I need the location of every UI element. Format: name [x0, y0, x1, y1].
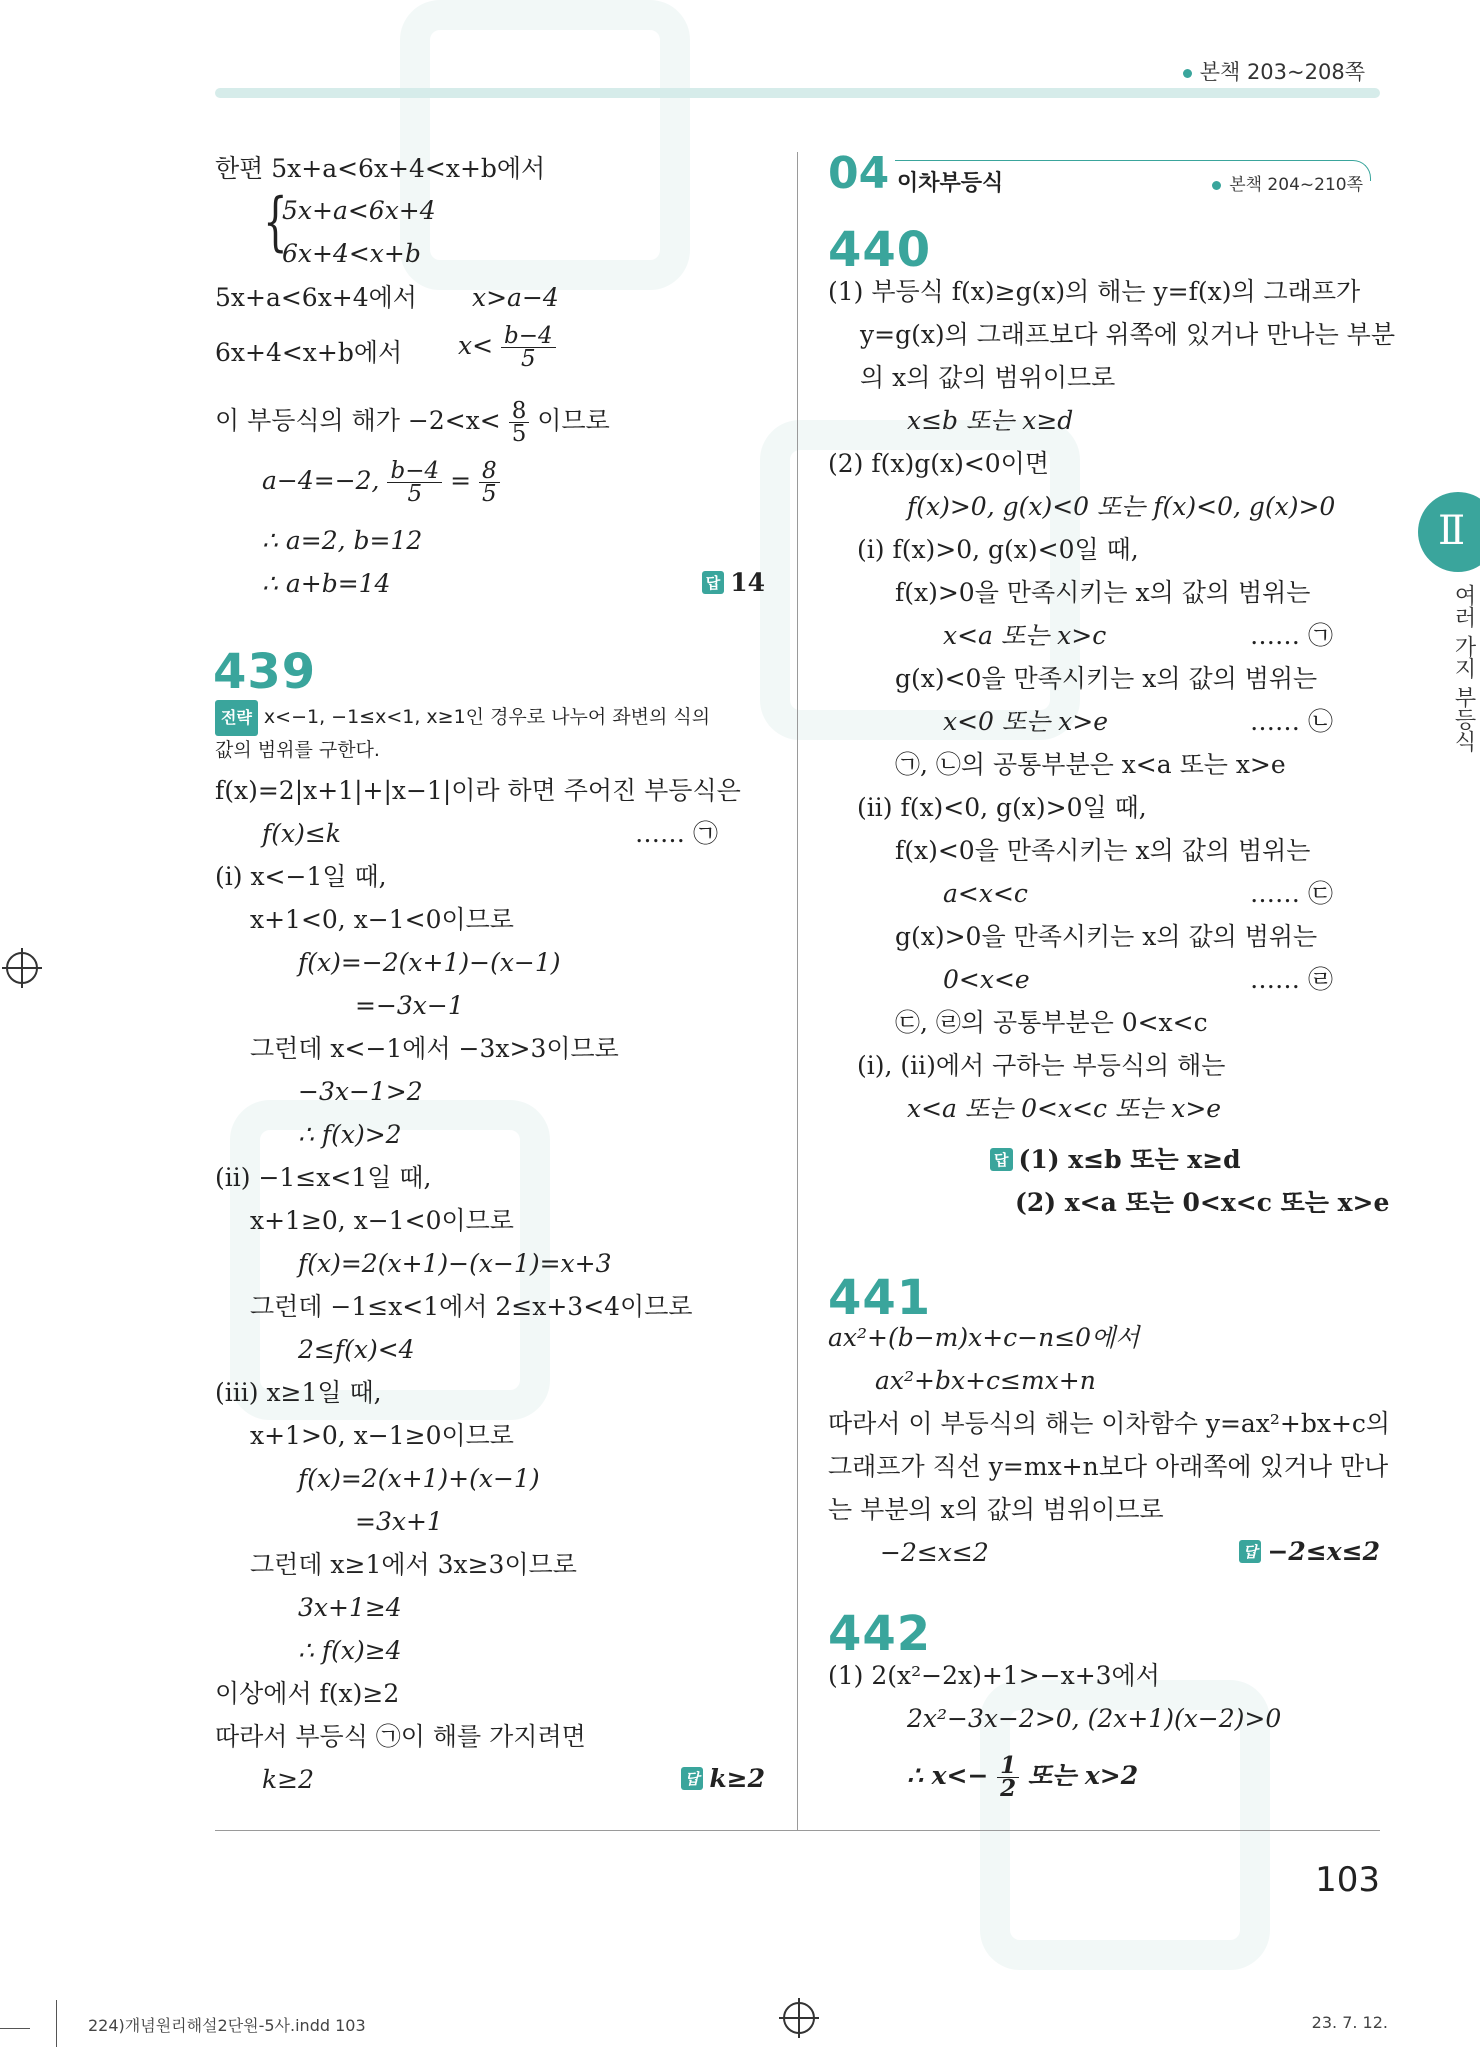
math-line: x<a 또는 0<x<c 또는 x>e: [907, 1094, 1222, 1123]
problem-number-440: 440: [828, 222, 932, 278]
problem-number-442: 442: [828, 1606, 932, 1662]
watermark-shape: [400, 0, 690, 290]
answer-439: 답 k≥2: [681, 1764, 765, 1793]
problem-number-441: 441: [828, 1270, 932, 1326]
text-line: 한편 5x+a<6x+4<x+b에서: [215, 154, 546, 183]
text-line: f(x)>0을 만족시키는 x의 값의 범위는: [895, 578, 1311, 607]
text-line: g(x)<0을 만족시키는 x의 값의 범위는: [895, 664, 1318, 693]
page-number: 103: [1315, 1860, 1380, 1900]
text-line: 는 부분의 x의 값의 범위이므로: [828, 1495, 1164, 1524]
chapter-tab-title: 여러 가지 부등식: [1451, 584, 1476, 752]
text-line: f(x)<0을 만족시키는 x의 값의 범위는: [895, 836, 1311, 865]
footer-date: 23. 7. 12.: [1311, 2013, 1388, 2032]
math-line: =3x+1: [355, 1507, 443, 1536]
math-line: 0<x<e: [943, 965, 1030, 994]
text-line: x+1>0, x−1≥0이므로: [250, 1421, 514, 1450]
text-line: (i) f(x)>0, g(x)<0일 때,: [857, 535, 1139, 564]
answer-441: 답 −2≤x≤2: [1239, 1537, 1380, 1566]
fraction: $\frac{b-4}{5}$: [501, 325, 556, 370]
math-line: ax²+bx+c≤mx+n: [875, 1366, 1096, 1395]
math-line: x< $\frac{b-4}{5}$: [458, 325, 556, 370]
math-line: ∴ a+b=14: [262, 569, 391, 598]
bottom-rule: [215, 1830, 1380, 1831]
text-line: 6x+4<x+b에서: [215, 338, 403, 367]
math-line: ∴ f(x)>2: [298, 1120, 402, 1149]
fraction: $\frac{1}{2}$: [997, 1755, 1019, 1800]
math-line: ax²+(b−m)x+c−n≤0에서: [828, 1323, 1140, 1352]
text-line: 그런데 x≥1에서 3x≥3이므로: [250, 1550, 577, 1579]
section-title: 이차부등식: [897, 171, 1004, 196]
math-line: x<0 또는 x>e: [943, 707, 1108, 736]
section-page-ref: 본책 204~210쪽: [1212, 170, 1363, 195]
strategy-badge: 전략: [215, 700, 258, 736]
math-line: 2x²−3x−2>0, (2x+1)(x−2)>0: [907, 1704, 1282, 1733]
text-line: 따라서 이 부등식의 해는 이차함수 y=ax²+bx+c의: [828, 1409, 1391, 1438]
fraction: $\frac{8}{5}$: [479, 460, 500, 505]
strategy-line: 전략 x<−1, −1≤x<1, x≥1인 경우로 나누어 좌변의 식의: [215, 700, 710, 736]
text-line: y=g(x)의 그래프보다 위쪽에 있거나 만나는 부분: [860, 320, 1395, 349]
text-line: ㉢, ㉣의 공통부분은 0<x<c: [895, 1008, 1208, 1037]
header-bar: [215, 88, 1380, 98]
text-line: g(x)>0을 만족시키는 x의 값의 범위는: [895, 922, 1318, 951]
header-page-ref: 본책 203~208쪽: [1183, 56, 1365, 86]
math-line: f(x)=2(x+1)+(x−1): [298, 1464, 540, 1493]
math-line: a<x<c: [943, 879, 1028, 908]
footer-filename: 224)개념원리해설2단원-5사.indd 103: [88, 2016, 366, 2035]
math-line: =−3x−1: [355, 991, 464, 1020]
problem-number-439: 439: [213, 644, 317, 700]
bullet-icon: [1183, 69, 1192, 78]
registration-mark-icon: [6, 952, 38, 984]
math-line: x≤b 또는 x≥d: [907, 406, 1074, 435]
text-line: 의 x의 값의 범위이므로: [860, 363, 1116, 392]
crop-mark: [0, 2028, 30, 2029]
marker: …… ㉠: [635, 819, 718, 848]
text-line: 따라서 부등식 ㉠이 해를 가지려면: [215, 1722, 586, 1751]
text-line: f(x)=2|x+1|+|x−1|이라 하면 주어진 부등식은: [215, 776, 741, 805]
math-line: ∴ f(x)≥4: [298, 1636, 402, 1665]
fraction: $\frac{b-4}{5}$: [387, 460, 442, 505]
text-line: 그런데 x<−1에서 −3x>3이므로: [250, 1034, 619, 1063]
bullet-icon: [1212, 181, 1221, 190]
math-line: x<a 또는 x>c: [943, 621, 1107, 650]
math-line: ∴ a=2, b=12: [262, 526, 423, 555]
marker: …… ㉠: [1250, 621, 1333, 650]
text-line: 이 부등식의 해가 −2<x< $\frac{8}{5}$ 이므로: [215, 398, 610, 447]
math-line: ∴ x<− $\frac{1}{2}$ 또는 x>2: [907, 1752, 1139, 1802]
text-line: x+1<0, x−1<0이므로: [250, 905, 514, 934]
math-line: 5x+a<6x+4: [282, 196, 436, 225]
text-line: x+1≥0, x−1<0이므로: [250, 1206, 514, 1235]
math-line: 2≤f(x)<4: [298, 1335, 415, 1364]
text-line: ㉠, ㉡의 공통부분은 x<a 또는 x>e: [895, 750, 1286, 779]
math-line: a−4=−2, $\frac{b-4}{5}$ = $\frac{8}{5}$: [262, 460, 500, 505]
text-line: (1) 2(x²−2x)+1>−x+3에서: [828, 1661, 1160, 1690]
math-line: k≥2: [262, 1765, 315, 1794]
answer-440-2: (2) x<a 또는 0<x<c 또는 x>e: [1015, 1188, 1390, 1217]
answer-439-prev: 답 14: [702, 568, 765, 597]
answer-440-1: 답 (1) x≤b 또는 x≥d: [990, 1140, 1241, 1176]
math-line: 3x+1≥4: [298, 1593, 402, 1622]
text-line: (i) x<−1일 때,: [215, 862, 387, 891]
text-line: (1) 부등식 f(x)≥g(x)의 해는 y=f(x)의 그래프가: [828, 277, 1361, 306]
section-number: 04: [828, 148, 890, 199]
math-line: f(x)>0, g(x)<0 또는 f(x)<0, g(x)>0: [907, 492, 1336, 521]
column-divider: [797, 152, 798, 1830]
text-line: 그런데 −1≤x<1에서 2≤x+3<4이므로: [250, 1292, 693, 1321]
math-line: f(x)=2(x+1)−(x−1)=x+3: [298, 1249, 612, 1278]
brace-icon: {: [263, 185, 288, 259]
fraction: $\frac{8}{5}$: [509, 400, 530, 445]
marker: …… ㉣: [1250, 965, 1333, 994]
crop-mark: [56, 2000, 57, 2047]
text-line: (ii) f(x)<0, g(x)>0일 때,: [857, 793, 1147, 822]
text-line: 5x+a<6x+4에서: [215, 283, 417, 312]
math-line: x>a−4: [472, 283, 559, 312]
marker: …… ㉢: [1250, 879, 1333, 908]
text-line: 이상에서 f(x)≥2: [215, 1679, 400, 1708]
math-line: 6x+4<x+b: [282, 239, 421, 268]
text-line: (iii) x≥1일 때,: [215, 1378, 382, 1407]
chapter-tab-number: Ⅱ: [1438, 508, 1466, 554]
text-line: (2) f(x)g(x)<0이면: [828, 449, 1049, 478]
text-line: (i), (ii)에서 구하는 부등식의 해는: [857, 1051, 1226, 1080]
registration-mark-icon: [783, 2002, 815, 2034]
text-line: 그래프가 직선 y=mx+n보다 아래쪽에 있거나 만나: [828, 1452, 1389, 1481]
math-line: −2≤x≤2: [880, 1538, 989, 1567]
math-line: −3x−1>2: [298, 1077, 423, 1106]
strategy-line: 값의 범위를 구한다.: [215, 739, 380, 761]
text-line: (ii) −1≤x<1일 때,: [215, 1163, 432, 1192]
math-line: f(x)≤k: [262, 819, 341, 848]
marker: …… ㉡: [1250, 707, 1333, 736]
math-line: f(x)=−2(x+1)−(x−1): [298, 948, 561, 977]
